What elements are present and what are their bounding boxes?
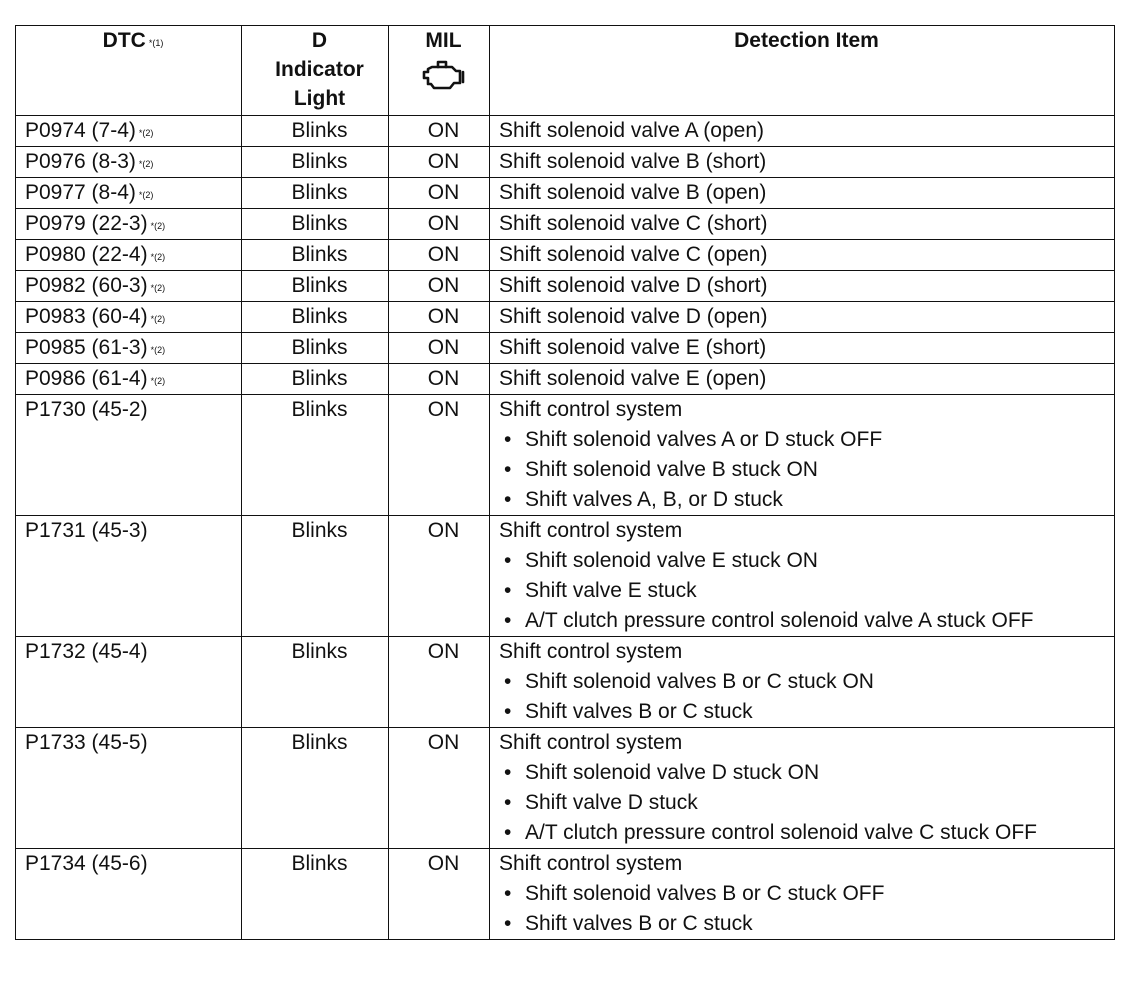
dtc-footnote: *(2) [150, 252, 166, 262]
mil-cell: ON [389, 516, 490, 637]
detection-title: Shift solenoid valve C (open) [499, 243, 768, 266]
detection-title: Shift control system [499, 398, 683, 421]
detection-title: Shift solenoid valve D (open) [499, 305, 768, 328]
indicator-cell: Blinks [242, 209, 389, 240]
dtc-cell [16, 364, 242, 395]
detection-title: Shift control system [499, 852, 683, 875]
table-row [16, 395, 1115, 516]
detection-bullet: • A/T clutch pressure control solenoid valve C stuck OFF [499, 818, 1114, 848]
table-row [16, 637, 1115, 728]
header-dtc [16, 26, 242, 116]
header-dtc-label: DTC [102, 29, 146, 52]
header-detection [490, 26, 1115, 116]
detection-bullet: • Shift solenoid valve D stuck ON [499, 758, 1114, 788]
dtc-table [15, 25, 1115, 940]
mil-cell: ON [389, 178, 490, 209]
dtc-footnote: *(2) [138, 159, 154, 169]
dtc-code: P0977 (8-4) [25, 181, 136, 204]
table-row [16, 178, 1115, 209]
dtc-footnote: *(2) [138, 190, 154, 200]
dtc-cell [16, 178, 242, 209]
detection-title: Shift solenoid valve D (short) [499, 274, 768, 297]
mil-cell: ON [389, 728, 490, 849]
header-indicator-line: D [311, 29, 328, 52]
table-row [16, 333, 1115, 364]
header-indicator-line: Indicator [275, 58, 364, 81]
table-row [16, 147, 1115, 178]
detection-cell [490, 516, 1115, 637]
dtc-cell [16, 147, 242, 178]
detection-bullet: • Shift valve E stuck [499, 576, 1114, 606]
mil-cell: ON [389, 364, 490, 395]
table-row [16, 209, 1115, 240]
detection-title: Shift solenoid valve B (open) [499, 181, 767, 204]
dtc-cell [16, 333, 242, 364]
dtc-cell [16, 209, 242, 240]
mil-cell: ON [389, 849, 490, 940]
header-indicator [242, 26, 389, 116]
mil-cell: ON [389, 147, 490, 178]
detection-cell [490, 271, 1115, 302]
detection-bullet: • Shift solenoid valve E stuck ON [499, 546, 1114, 576]
detection-bullet: • Shift solenoid valve B stuck ON [499, 455, 1114, 485]
table-body [16, 116, 1115, 940]
dtc-code: P0976 (8-3) [25, 150, 136, 173]
detection-title: Shift solenoid valve B (short) [499, 150, 767, 173]
detection-cell [490, 364, 1115, 395]
detection-title: Shift solenoid valve E (open) [499, 367, 767, 390]
detection-cell [490, 178, 1115, 209]
dtc-code: P1734 (45-6) [25, 852, 148, 875]
dtc-cell [16, 637, 242, 728]
header-row [16, 26, 1115, 116]
dtc-cell [16, 849, 242, 940]
dtc-cell [16, 516, 242, 637]
header-mil [389, 26, 490, 116]
detection-bullet: • Shift valve D stuck [499, 788, 1114, 818]
mil-cell: ON [389, 116, 490, 147]
detection-cell [490, 333, 1115, 364]
detection-bullet: • A/T clutch pressure control solenoid valve A stuck OFF [499, 606, 1114, 636]
header-detection-label: Detection Item [734, 29, 879, 52]
dtc-code: P1732 (45-4) [25, 640, 148, 663]
table-row [16, 728, 1115, 849]
detection-cell [490, 395, 1115, 516]
detection-title: Shift solenoid valve C (short) [499, 212, 768, 235]
indicator-cell: Blinks [242, 637, 389, 728]
dtc-code: P0974 (7-4) [25, 119, 136, 142]
table-row [16, 516, 1115, 637]
indicator-cell: Blinks [242, 178, 389, 209]
detection-bullet-list [499, 546, 1114, 636]
indicator-cell: Blinks [242, 395, 389, 516]
detection-cell [490, 728, 1115, 849]
check-engine-icon [421, 57, 467, 91]
detection-bullet: • Shift valves B or C stuck [499, 909, 1114, 939]
mil-cell: ON [389, 395, 490, 516]
detection-title: Shift control system [499, 519, 683, 542]
mil-cell: ON [389, 209, 490, 240]
detection-bullet: • Shift valves B or C stuck [499, 697, 1114, 727]
mil-cell: ON [389, 271, 490, 302]
detection-cell [490, 240, 1115, 271]
header-dtc-footnote: *(1) [148, 38, 164, 48]
detection-bullet-list [499, 425, 1114, 515]
indicator-cell: Blinks [242, 333, 389, 364]
detection-cell [490, 147, 1115, 178]
dtc-footnote: *(2) [150, 221, 166, 231]
indicator-cell: Blinks [242, 147, 389, 178]
dtc-footnote: *(2) [150, 314, 166, 324]
dtc-code: P0979 (22-3) [25, 212, 148, 235]
mil-cell: ON [389, 302, 490, 333]
detection-bullet: • Shift solenoid valves B or C stuck OFF [499, 879, 1114, 909]
indicator-cell: Blinks [242, 271, 389, 302]
dtc-footnote: *(2) [150, 376, 166, 386]
detection-title: Shift control system [499, 640, 683, 663]
table-row [16, 302, 1115, 333]
detection-bullet-list [499, 758, 1114, 848]
dtc-cell [16, 302, 242, 333]
dtc-code: P0985 (61-3) [25, 336, 148, 359]
detection-cell [490, 302, 1115, 333]
header-mil-label: MIL [425, 29, 462, 52]
mil-cell: ON [389, 637, 490, 728]
dtc-code: P1733 (45-5) [25, 731, 148, 754]
dtc-cell [16, 116, 242, 147]
indicator-cell: Blinks [242, 728, 389, 849]
detection-cell [490, 116, 1115, 147]
table-row [16, 849, 1115, 940]
dtc-cell [16, 271, 242, 302]
indicator-cell: Blinks [242, 364, 389, 395]
detection-bullet-list [499, 879, 1114, 939]
table-row [16, 364, 1115, 395]
detection-cell [490, 209, 1115, 240]
dtc-code: P0986 (61-4) [25, 367, 148, 390]
indicator-cell: Blinks [242, 849, 389, 940]
dtc-code: P0983 (60-4) [25, 305, 148, 328]
detection-bullet-list [499, 667, 1114, 727]
dtc-cell [16, 395, 242, 516]
mil-cell: ON [389, 333, 490, 364]
dtc-footnote: *(2) [138, 128, 154, 138]
detection-bullet: • Shift solenoid valves A or D stuck OFF [499, 425, 1114, 455]
detection-bullet: • Shift solenoid valves B or C stuck ON [499, 667, 1114, 697]
dtc-code: P0980 (22-4) [25, 243, 148, 266]
dtc-code: P0982 (60-3) [25, 274, 148, 297]
detection-title: Shift control system [499, 731, 683, 754]
detection-title: Shift solenoid valve A (open) [499, 119, 765, 142]
table-header [16, 26, 1115, 116]
detection-cell [490, 637, 1115, 728]
dtc-code: P1731 (45-3) [25, 519, 148, 542]
indicator-cell: Blinks [242, 240, 389, 271]
table-row [16, 271, 1115, 302]
mil-cell: ON [389, 240, 490, 271]
detection-title: Shift solenoid valve E (short) [499, 336, 767, 359]
dtc-cell [16, 240, 242, 271]
indicator-cell: Blinks [242, 516, 389, 637]
detection-cell [490, 849, 1115, 940]
detection-bullet: • Shift valves A, B, or D stuck [499, 485, 1114, 515]
dtc-footnote: *(2) [150, 283, 166, 293]
dtc-footnote: *(2) [150, 345, 166, 355]
table-row [16, 116, 1115, 147]
dtc-code: P1730 (45-2) [25, 398, 148, 421]
indicator-cell: Blinks [242, 116, 389, 147]
header-indicator-line: Light [293, 87, 346, 110]
table-row [16, 240, 1115, 271]
dtc-cell [16, 728, 242, 849]
indicator-cell: Blinks [242, 302, 389, 333]
